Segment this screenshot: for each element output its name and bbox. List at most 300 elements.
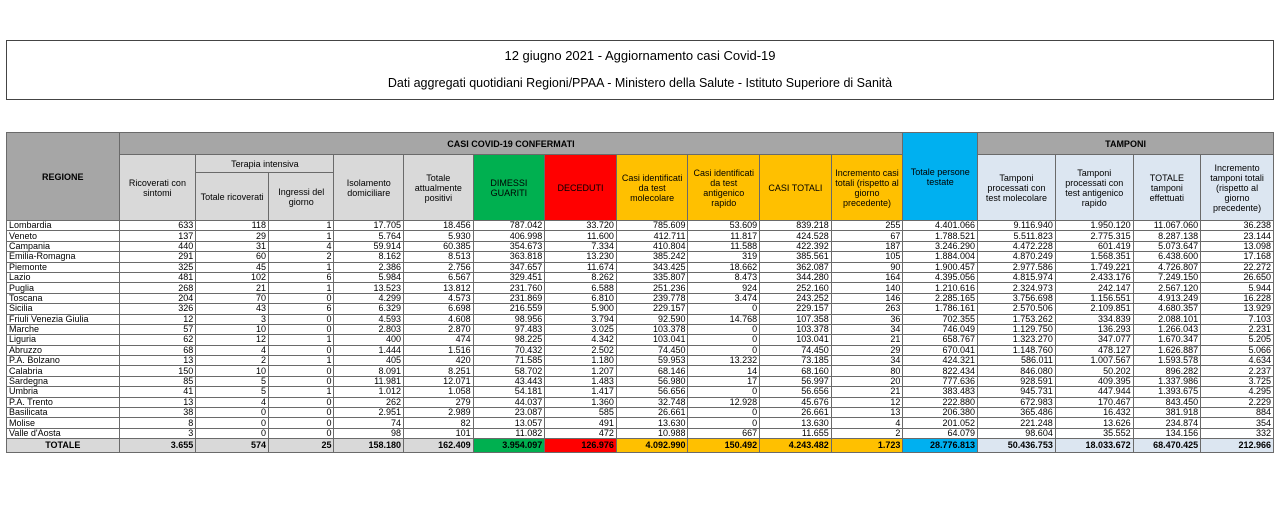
- cell-incremento-casi: 29: [831, 345, 903, 355]
- header-terapia-group: Terapia intensiva: [196, 155, 334, 173]
- covid-data-table: [6, 132, 1274, 453]
- cell-casi-molecolare: 92.590: [616, 314, 688, 324]
- cell-ingressi: 1: [268, 335, 333, 345]
- cell-ingressi: 0: [268, 418, 333, 428]
- cell-ricoverati: 440: [119, 241, 196, 251]
- table-row: [7, 428, 1274, 438]
- cell-casi-totali: 385.561: [760, 252, 832, 262]
- table-row: [7, 324, 1274, 334]
- cell-incremento-casi: 255: [831, 221, 903, 231]
- cell-attualmente-positivi: 2.870: [404, 324, 474, 334]
- cell-dimessi-guariti: 44.037: [473, 397, 545, 407]
- cell-persone-testate: 4.395.056: [903, 272, 978, 282]
- cell-deceduti: 6.810: [545, 293, 617, 303]
- cell-ricoverati: 291: [119, 252, 196, 262]
- cell-terapia-intensiva: 574: [196, 439, 269, 453]
- cell-tamponi-incremento: 26.650: [1201, 272, 1274, 282]
- cell-tamponi-totale: 1.337.986: [1133, 376, 1201, 386]
- header-deceduti: DECEDUTI: [545, 155, 617, 221]
- cell-casi-molecolare: 74.450: [616, 345, 688, 355]
- cell-tamponi-incremento: 5.205: [1201, 335, 1274, 345]
- cell-isolamento: 4.593: [334, 314, 404, 324]
- cell-casi-antigenico: 8.473: [688, 272, 760, 282]
- report-subtitle: Dati aggregati quotidiani Regioni/PPAA - Ministero della Salute - Istituto Superiore di Sanità: [387, 76, 893, 90]
- cell-tamponi-totale: 5.073.647: [1133, 241, 1201, 251]
- cell-persone-testate: 383.483: [903, 387, 978, 397]
- cell-dimessi-guariti: 13.057: [473, 418, 545, 428]
- cell-tamponi-totale: 896.282: [1133, 366, 1201, 376]
- cell-isolamento: 6.329: [334, 304, 404, 314]
- cell-casi-totali: 56.997: [760, 376, 832, 386]
- cell-incremento-casi: 36: [831, 314, 903, 324]
- cell-tamponi-incremento: 4.295: [1201, 387, 1274, 397]
- cell-tamponi-antigenico: 13.626: [1055, 418, 1133, 428]
- cell-casi-molecolare: 59.953: [616, 356, 688, 366]
- cell-region: Friuli Venezia Giulia: [7, 314, 120, 324]
- cell-persone-testate: 1.900.457: [903, 262, 978, 272]
- cell-casi-totali: 74.450: [760, 345, 832, 355]
- cell-casi-antigenico: 0: [688, 335, 760, 345]
- table-row: [7, 366, 1274, 376]
- cell-casi-molecolare: 32.748: [616, 397, 688, 407]
- table-row: [7, 408, 1274, 418]
- cell-casi-antigenico: 11.817: [688, 231, 760, 241]
- cell-casi-antigenico: 11.588: [688, 241, 760, 251]
- cell-tamponi-totale: 4.913.249: [1133, 293, 1201, 303]
- cell-casi-molecolare: 4.092.990: [616, 439, 688, 453]
- cell-casi-totali: 13.630: [760, 418, 832, 428]
- cell-dimessi-guariti: 216.559: [473, 304, 545, 314]
- cell-tamponi-incremento: 354: [1201, 418, 1274, 428]
- cell-deceduti: 11.600: [545, 231, 617, 241]
- cell-casi-molecolare: 385.242: [616, 252, 688, 262]
- cell-persone-testate: 1.786.161: [903, 304, 978, 314]
- cell-casi-antigenico: 150.492: [688, 439, 760, 453]
- cell-persone-testate: 206.380: [903, 408, 978, 418]
- cell-ricoverati: 150: [119, 366, 196, 376]
- cell-isolamento: 158.180: [334, 439, 404, 453]
- cell-casi-molecolare: 10.988: [616, 428, 688, 438]
- cell-isolamento: 2.951: [334, 408, 404, 418]
- cell-deceduti: 33.720: [545, 221, 617, 231]
- cell-isolamento: 98: [334, 428, 404, 438]
- cell-ricoverati: 268: [119, 283, 196, 293]
- cell-terapia-intensiva: 2: [196, 356, 269, 366]
- cell-casi-totali: 243.252: [760, 293, 832, 303]
- header-tamponi-totale: TOTALE tamponi effettuati: [1133, 155, 1201, 221]
- cell-terapia-intensiva: 4: [196, 345, 269, 355]
- cell-tamponi-molecolare: 5.511.823: [978, 231, 1056, 241]
- cell-tamponi-totale: 11.067.060: [1133, 221, 1201, 231]
- cell-casi-molecolare: 13.630: [616, 418, 688, 428]
- cell-casi-molecolare: 103.041: [616, 335, 688, 345]
- cell-region: Abruzzo: [7, 345, 120, 355]
- cell-casi-antigenico: 0: [688, 418, 760, 428]
- cell-dimessi-guariti: 231.869: [473, 293, 545, 303]
- cell-persone-testate: 670.041: [903, 345, 978, 355]
- cell-deceduti: 2.502: [545, 345, 617, 355]
- cell-region: Toscana: [7, 293, 120, 303]
- cell-incremento-casi: 21: [831, 387, 903, 397]
- cell-tamponi-incremento: 17.168: [1201, 252, 1274, 262]
- cell-dimessi-guariti: 11.082: [473, 428, 545, 438]
- cell-casi-antigenico: 14: [688, 366, 760, 376]
- table-row: [7, 262, 1274, 272]
- cell-dimessi-guariti: 71.585: [473, 356, 545, 366]
- cell-tamponi-antigenico: 347.077: [1055, 335, 1133, 345]
- cell-tamponi-molecolare: 1.148.760: [978, 345, 1056, 355]
- cell-incremento-casi: 164: [831, 272, 903, 282]
- header-molecolare: Casi identificati da test molecolare: [616, 155, 688, 221]
- cell-casi-molecolare: 785.609: [616, 221, 688, 231]
- cell-dimessi-guariti: 787.042: [473, 221, 545, 231]
- cell-casi-antigenico: 3.474: [688, 293, 760, 303]
- cell-casi-molecolare: 103.378: [616, 324, 688, 334]
- cell-tamponi-antigenico: 601.419: [1055, 241, 1133, 251]
- cell-tamponi-totale: 381.918: [1133, 408, 1201, 418]
- cell-casi-totali: 229.157: [760, 304, 832, 314]
- cell-isolamento: 262: [334, 397, 404, 407]
- cell-deceduti: 5.900: [545, 304, 617, 314]
- cell-dimessi-guariti: 97.483: [473, 324, 545, 334]
- cell-persone-testate: 777.636: [903, 376, 978, 386]
- cell-isolamento: 2.386: [334, 262, 404, 272]
- cell-deceduti: 126.976: [545, 439, 617, 453]
- table-row: [7, 252, 1274, 262]
- cell-deceduti: 1.207: [545, 366, 617, 376]
- cell-attualmente-positivi: 12.071: [404, 376, 474, 386]
- cell-tamponi-totale: 843.450: [1133, 397, 1201, 407]
- cell-attualmente-positivi: 2.756: [404, 262, 474, 272]
- cell-casi-molecolare: 335.807: [616, 272, 688, 282]
- cell-tamponi-antigenico: 50.202: [1055, 366, 1133, 376]
- cell-dimessi-guariti: 98.956: [473, 314, 545, 324]
- table-row: [7, 314, 1274, 324]
- table-row: [7, 345, 1274, 355]
- cell-incremento-casi: 2: [831, 428, 903, 438]
- cell-tamponi-totale: 7.249.150: [1133, 272, 1201, 282]
- cell-ricoverati: 326: [119, 304, 196, 314]
- cell-ricoverati: 41: [119, 387, 196, 397]
- cell-terapia-intensiva: 70: [196, 293, 269, 303]
- cell-tamponi-antigenico: 2.109.851: [1055, 304, 1133, 314]
- cell-ingressi: 1: [268, 387, 333, 397]
- cell-ingressi: 1: [268, 283, 333, 293]
- cell-casi-molecolare: 239.778: [616, 293, 688, 303]
- cell-deceduti: 1.417: [545, 387, 617, 397]
- cell-casi-totali: 252.160: [760, 283, 832, 293]
- cell-deceduti: 1.360: [545, 397, 617, 407]
- cell-terapia-intensiva: 0: [196, 428, 269, 438]
- cell-ingressi: 0: [268, 397, 333, 407]
- cell-region: Calabria: [7, 366, 120, 376]
- cell-region: P.A. Bolzano: [7, 356, 120, 366]
- cell-ricoverati: 8: [119, 418, 196, 428]
- cell-attualmente-positivi: 82: [404, 418, 474, 428]
- cell-ingressi: 2: [268, 252, 333, 262]
- cell-persone-testate: 746.049: [903, 324, 978, 334]
- cell-ricoverati: 325: [119, 262, 196, 272]
- cell-region: Piemonte: [7, 262, 120, 272]
- cell-tamponi-incremento: 332: [1201, 428, 1274, 438]
- cell-ricoverati: 137: [119, 231, 196, 241]
- header-tamponi-group: TAMPONI: [978, 133, 1274, 155]
- cell-tamponi-incremento: 4.634: [1201, 356, 1274, 366]
- cell-attualmente-positivi: 162.409: [404, 439, 474, 453]
- cell-dimessi-guariti: 329.451: [473, 272, 545, 282]
- cell-tamponi-incremento: 23.144: [1201, 231, 1274, 241]
- cell-tamponi-antigenico: 16.432: [1055, 408, 1133, 418]
- cell-attualmente-positivi: 2.989: [404, 408, 474, 418]
- cell-tamponi-totale: 2.567.120: [1133, 283, 1201, 293]
- cell-deceduti: 1.180: [545, 356, 617, 366]
- cell-casi-totali: 4.243.482: [760, 439, 832, 453]
- cell-casi-antigenico: 0: [688, 324, 760, 334]
- cell-attualmente-positivi: 474: [404, 335, 474, 345]
- cell-casi-antigenico: 0: [688, 345, 760, 355]
- cell-terapia-intensiva: 118: [196, 221, 269, 231]
- table-row: [7, 397, 1274, 407]
- cell-region: P.A. Trento: [7, 397, 120, 407]
- cell-dimessi-guariti: 3.954.097: [473, 439, 545, 453]
- cell-ingressi: 0: [268, 314, 333, 324]
- cell-tamponi-antigenico: 136.293: [1055, 324, 1133, 334]
- cell-persone-testate: 1.210.616: [903, 283, 978, 293]
- cell-persone-testate: 702.355: [903, 314, 978, 324]
- cell-terapia-intensiva: 12: [196, 335, 269, 345]
- cell-tamponi-antigenico: 1.156.551: [1055, 293, 1133, 303]
- cell-persone-testate: 1.788.521: [903, 231, 978, 241]
- cell-persone-testate: 222.880: [903, 397, 978, 407]
- cell-ingressi: 0: [268, 345, 333, 355]
- cell-casi-antigenico: 667: [688, 428, 760, 438]
- cell-isolamento: 400: [334, 335, 404, 345]
- cell-terapia-intensiva: 5: [196, 376, 269, 386]
- header-tamponi-antigenico: Tamponi processati con test antigenico rapido: [1055, 155, 1133, 221]
- cell-isolamento: 1.012: [334, 387, 404, 397]
- table-row: [7, 272, 1274, 282]
- table-row: [7, 241, 1274, 251]
- report-title: 12 giugno 2021 - Aggiornamento casi Covid-19: [504, 48, 776, 63]
- cell-ingressi: 0: [268, 428, 333, 438]
- cell-isolamento: 5.984: [334, 272, 404, 282]
- header-casi-totali: CASI TOTALI: [760, 155, 832, 221]
- cell-tamponi-molecolare: 4.815.974: [978, 272, 1056, 282]
- cell-region: Molise: [7, 418, 120, 428]
- cell-tamponi-totale: 1.626.887: [1133, 345, 1201, 355]
- cell-region: TOTALE: [7, 439, 120, 453]
- cell-isolamento: 11.981: [334, 376, 404, 386]
- cell-casi-molecolare: 251.236: [616, 283, 688, 293]
- cell-terapia-intensiva: 45: [196, 262, 269, 272]
- cell-terapia-intensiva: 21: [196, 283, 269, 293]
- table-row: [7, 376, 1274, 386]
- cell-casi-totali: 424.528: [760, 231, 832, 241]
- cell-tamponi-molecolare: 1.129.750: [978, 324, 1056, 334]
- cell-region: Campania: [7, 241, 120, 251]
- cell-ingressi: 0: [268, 293, 333, 303]
- cell-persone-testate: 822.434: [903, 366, 978, 376]
- cell-tamponi-antigenico: 170.467: [1055, 397, 1133, 407]
- cell-terapia-intensiva: 4: [196, 397, 269, 407]
- cell-tamponi-antigenico: 409.395: [1055, 376, 1133, 386]
- cell-tamponi-incremento: 2.231: [1201, 324, 1274, 334]
- cell-attualmente-positivi: 60.385: [404, 241, 474, 251]
- cell-deceduti: 7.334: [545, 241, 617, 251]
- cell-tamponi-antigenico: 1.007.567: [1055, 356, 1133, 366]
- total-row: [7, 439, 1274, 453]
- header-tamponi-incremento: Incremento tamponi totali (rispetto al giorno precedente): [1201, 155, 1274, 221]
- table-row: [7, 304, 1274, 314]
- cell-casi-totali: 107.358: [760, 314, 832, 324]
- cell-tamponi-totale: 6.438.600: [1133, 252, 1201, 262]
- cell-region: Umbria: [7, 387, 120, 397]
- cell-tamponi-totale: 2.088.101: [1133, 314, 1201, 324]
- cell-tamponi-incremento: 2.229: [1201, 397, 1274, 407]
- cell-casi-molecolare: 410.804: [616, 241, 688, 251]
- cell-persone-testate: 3.246.290: [903, 241, 978, 251]
- cell-tamponi-molecolare: 9.116.940: [978, 221, 1056, 231]
- cell-incremento-casi: 105: [831, 252, 903, 262]
- cell-casi-totali: 45.676: [760, 397, 832, 407]
- cell-casi-molecolare: 229.157: [616, 304, 688, 314]
- cell-terapia-intensiva: 60: [196, 252, 269, 262]
- cell-tamponi-antigenico: 334.839: [1055, 314, 1133, 324]
- cell-incremento-casi: 146: [831, 293, 903, 303]
- cell-tamponi-totale: 8.287.138: [1133, 231, 1201, 241]
- cell-casi-totali: 839.218: [760, 221, 832, 231]
- table-row: [7, 356, 1274, 366]
- header-totale-ricoverati: Totale ricoverati: [196, 173, 269, 221]
- cell-tamponi-molecolare: 221.248: [978, 418, 1056, 428]
- cell-tamponi-molecolare: 672.983: [978, 397, 1056, 407]
- cell-persone-testate: 424.321: [903, 356, 978, 366]
- table-row: [7, 283, 1274, 293]
- cell-persone-testate: 4.401.066: [903, 221, 978, 231]
- cell-attualmente-positivi: 18.456: [404, 221, 474, 231]
- cell-dimessi-guariti: 406.998: [473, 231, 545, 241]
- cell-casi-antigenico: 924: [688, 283, 760, 293]
- cell-tamponi-molecolare: 50.436.753: [978, 439, 1056, 453]
- cell-persone-testate: 1.884.004: [903, 252, 978, 262]
- cell-incremento-casi: 263: [831, 304, 903, 314]
- header-ingressi: Ingressi del giorno: [268, 173, 333, 221]
- cell-isolamento: 405: [334, 356, 404, 366]
- cell-ricoverati: 13: [119, 356, 196, 366]
- cell-incremento-casi: 34: [831, 356, 903, 366]
- cell-region: Sardegna: [7, 376, 120, 386]
- cell-attualmente-positivi: 1.516: [404, 345, 474, 355]
- cell-tamponi-antigenico: 1.950.120: [1055, 221, 1133, 231]
- cell-tamponi-antigenico: 1.749.221: [1055, 262, 1133, 272]
- cell-incremento-casi: 140: [831, 283, 903, 293]
- cell-tamponi-molecolare: 846.080: [978, 366, 1056, 376]
- cell-tamponi-molecolare: 3.756.698: [978, 293, 1056, 303]
- cell-incremento-casi: 12: [831, 397, 903, 407]
- cell-tamponi-molecolare: 928.591: [978, 376, 1056, 386]
- cell-deceduti: 472: [545, 428, 617, 438]
- cell-terapia-intensiva: 5: [196, 387, 269, 397]
- cell-tamponi-molecolare: 4.870.249: [978, 252, 1056, 262]
- cell-casi-totali: 362.087: [760, 262, 832, 272]
- cell-casi-antigenico: 0: [688, 387, 760, 397]
- cell-terapia-intensiva: 3: [196, 314, 269, 324]
- cell-casi-antigenico: 17: [688, 376, 760, 386]
- cell-region: Basilicata: [7, 408, 120, 418]
- cell-tamponi-antigenico: 447.944: [1055, 387, 1133, 397]
- cell-attualmente-positivi: 101: [404, 428, 474, 438]
- cell-casi-molecolare: 56.980: [616, 376, 688, 386]
- cell-tamponi-incremento: 3.725: [1201, 376, 1274, 386]
- cell-isolamento: 5.764: [334, 231, 404, 241]
- header-casi-group: CASI COVID-19 CONFERMATI: [119, 133, 903, 155]
- cell-tamponi-incremento: 5.066: [1201, 345, 1274, 355]
- cell-tamponi-incremento: 884: [1201, 408, 1274, 418]
- cell-tamponi-totale: 4.680.357: [1133, 304, 1201, 314]
- header-regione: REGIONE: [7, 133, 120, 221]
- cell-attualmente-positivi: 8.251: [404, 366, 474, 376]
- cell-ingressi: 6: [268, 304, 333, 314]
- cell-attualmente-positivi: 6.698: [404, 304, 474, 314]
- cell-persone-testate: 658.767: [903, 335, 978, 345]
- cell-incremento-casi: 80: [831, 366, 903, 376]
- cell-casi-molecolare: 412.711: [616, 231, 688, 241]
- cell-tamponi-molecolare: 586.011: [978, 356, 1056, 366]
- cell-casi-molecolare: 56.656: [616, 387, 688, 397]
- cell-tamponi-molecolare: 2.570.506: [978, 304, 1056, 314]
- cell-deceduti: 13.230: [545, 252, 617, 262]
- table-row: [7, 231, 1274, 241]
- cell-tamponi-molecolare: 98.604: [978, 428, 1056, 438]
- cell-ricoverati: 3: [119, 428, 196, 438]
- cell-dimessi-guariti: 347.657: [473, 262, 545, 272]
- table-row: [7, 387, 1274, 397]
- cell-deceduti: 8.262: [545, 272, 617, 282]
- cell-incremento-casi: 187: [831, 241, 903, 251]
- cell-ricoverati: 62: [119, 335, 196, 345]
- cell-region: Sicilia: [7, 304, 120, 314]
- cell-attualmente-positivi: 5.930: [404, 231, 474, 241]
- cell-casi-antigenico: 319: [688, 252, 760, 262]
- cell-region: Lombardia: [7, 221, 120, 231]
- cell-tamponi-totale: 1.593.578: [1133, 356, 1201, 366]
- cell-casi-antigenico: 0: [688, 304, 760, 314]
- header-dimessi: DIMESSI GUARITI: [473, 155, 545, 221]
- cell-ricoverati: 13: [119, 397, 196, 407]
- cell-incremento-casi: 90: [831, 262, 903, 272]
- cell-ricoverati: 633: [119, 221, 196, 231]
- cell-dimessi-guariti: 54.181: [473, 387, 545, 397]
- cell-casi-totali: 68.160: [760, 366, 832, 376]
- cell-terapia-intensiva: 0: [196, 418, 269, 428]
- cell-terapia-intensiva: 29: [196, 231, 269, 241]
- cell-ingressi: 1: [268, 356, 333, 366]
- cell-casi-molecolare: 68.146: [616, 366, 688, 376]
- cell-tamponi-incremento: 22.272: [1201, 262, 1274, 272]
- cell-tamponi-incremento: 212.966: [1201, 439, 1274, 453]
- cell-casi-antigenico: 18.662: [688, 262, 760, 272]
- cell-tamponi-molecolare: 2.977.586: [978, 262, 1056, 272]
- cell-tamponi-molecolare: 945.731: [978, 387, 1056, 397]
- cell-ricoverati: 85: [119, 376, 196, 386]
- cell-casi-totali: 103.378: [760, 324, 832, 334]
- cell-ricoverati: 38: [119, 408, 196, 418]
- cell-deceduti: 1.483: [545, 376, 617, 386]
- cell-incremento-casi: 21: [831, 335, 903, 345]
- cell-attualmente-positivi: 4.573: [404, 293, 474, 303]
- cell-tamponi-totale: 68.470.425: [1133, 439, 1201, 453]
- cell-casi-totali: 344.280: [760, 272, 832, 282]
